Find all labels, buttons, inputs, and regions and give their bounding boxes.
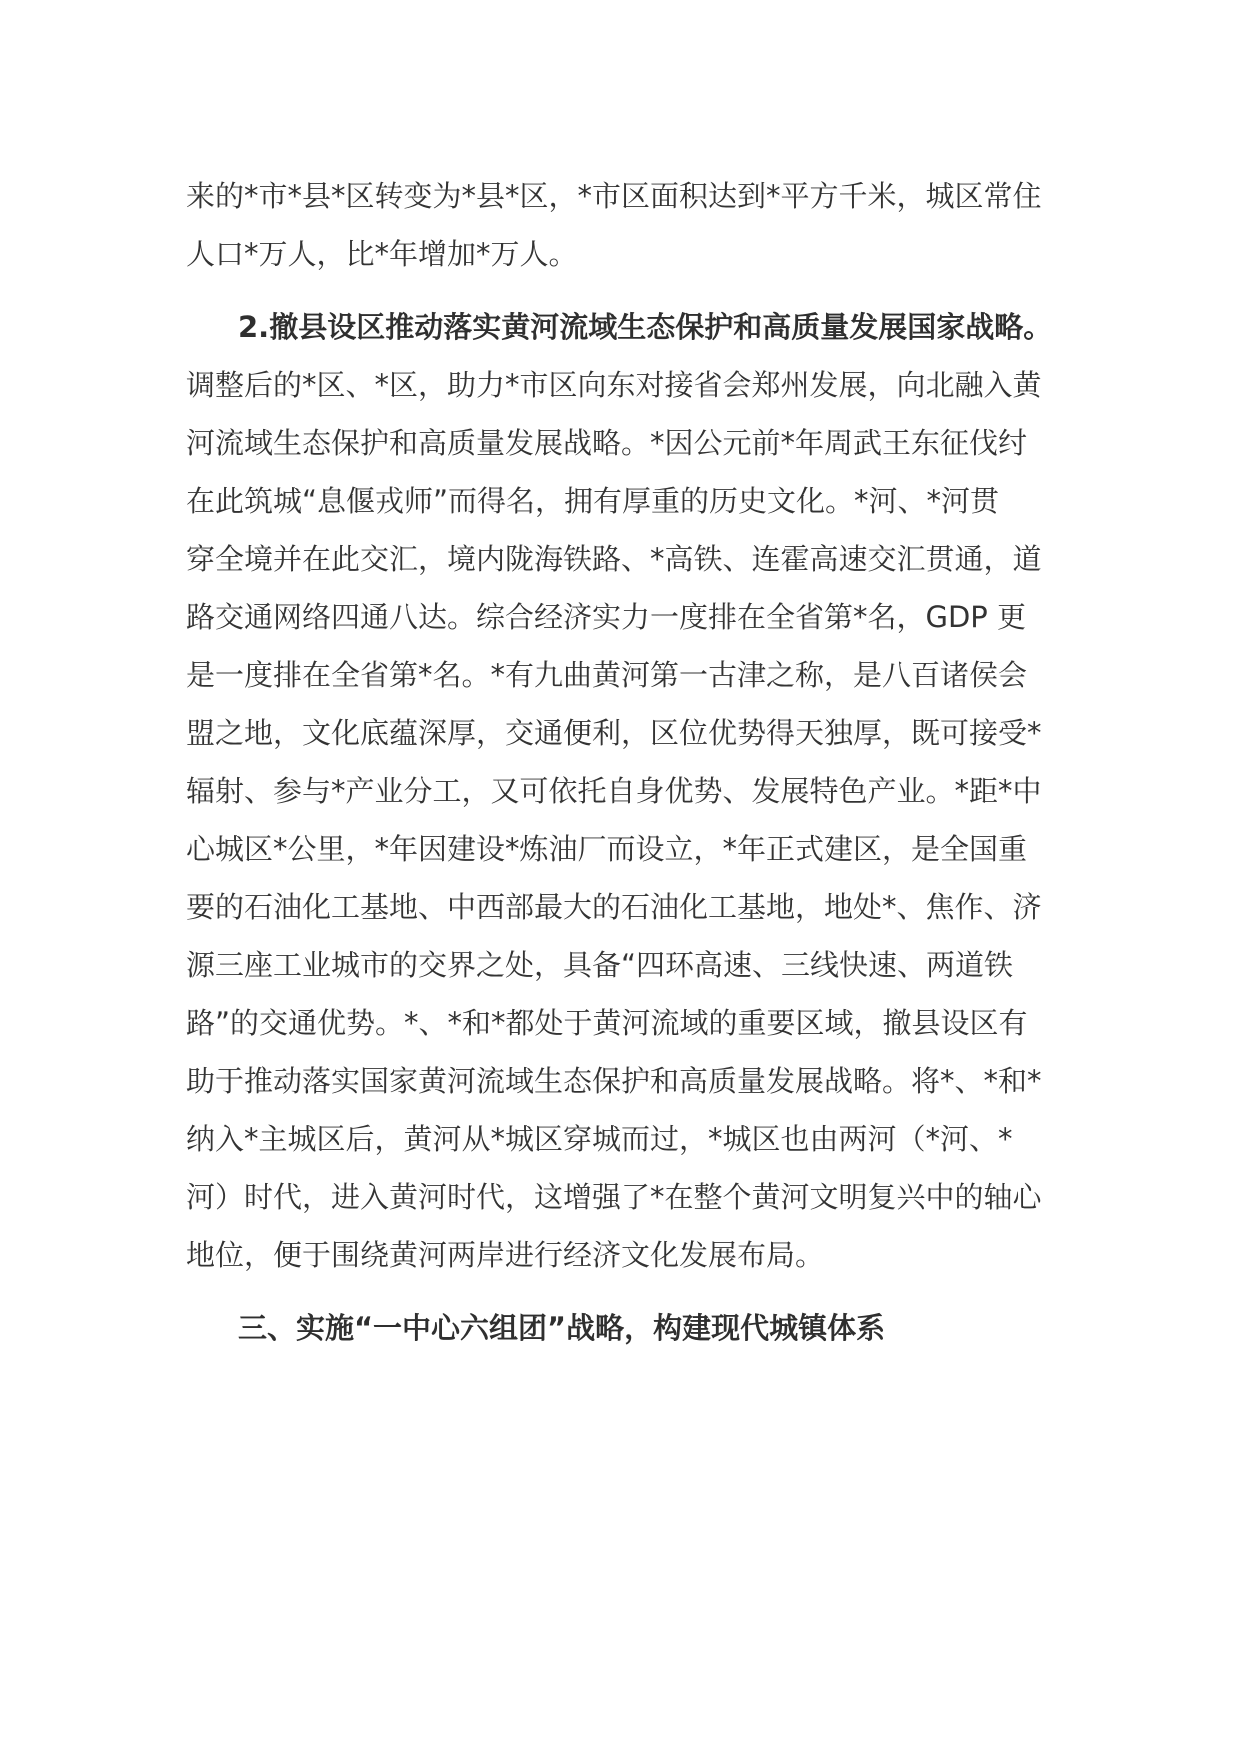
paragraph-line: 要的石油化工基地、中西部最大的石油化工基地，地处*、焦作、济: [186, 890, 1042, 924]
paragraph-line: 源三座工业城市的交界之处，具备“四环高速、三线快速、两道铁: [186, 948, 1014, 982]
paragraph-line: 在此筑城“息偃戎师”而得名，拥有厚重的历史文化。*河、*河贯: [186, 484, 1000, 518]
paragraph-line: 助于推动落实国家黄河流域生态保护和高质量发展战略。将*、*和*: [186, 1064, 1042, 1098]
paragraph-line: 纳入*主城区后，黄河从*城区穿城而过，*城区也由两河（*河、*: [186, 1122, 1013, 1156]
paragraph-line: 路”的交通优势。*、*和*都处于黄河流域的重要区域，撤县设区有: [186, 1006, 1028, 1040]
paragraph-line: 河）时代，进入黄河时代，这增强了*在整个黄河文明复兴中的轴心: [186, 1180, 1042, 1214]
paragraph-line: 心城区*公里，*年因建设*炼油厂而设立，*年正式建区，是全国重: [186, 832, 1028, 866]
paragraph-line: 盟之地，文化底蕴深厚，交通便利，区位优势得天独厚，既可接受*: [186, 716, 1042, 750]
paragraph-line: 辐射、参与*产业分工，又可依托自身优势、发展特色产业。*距*中: [186, 774, 1042, 808]
paragraph-line: 穿全境并在此交汇，境内陇海铁路、*高铁、连霍高速交汇贯通，道: [186, 542, 1042, 576]
paragraph-line: 河流域生态保护和高质量发展战略。*因公元前*年周武王东征伐纣: [186, 426, 1028, 460]
paragraph-line: 是一度排在全省第*名。*有九曲黄河第一古津之称，是八百诸侯会: [186, 658, 1028, 692]
section-heading: 三、实施“一中心六组团”战略，构建现代城镇体系: [238, 1311, 886, 1345]
paragraph-line: 来的*市*县*区转变为*县*区，*市区面积达到*平方千米，城区常住: [186, 179, 1042, 213]
paragraph-line: 调整后的*区、*区，助力*市区向东对接省会郑州发展，向北融入黄: [186, 368, 1042, 402]
section-heading: 2.撤县设区推动落实黄河流域生态保护和高质量发展国家战略。: [238, 310, 1053, 344]
paragraph-line: 地位，便于围绕黄河两岸进行经济文化发展布局。: [186, 1238, 825, 1272]
paragraph-line: 人口*万人，比*年增加*万人。: [186, 237, 578, 271]
paragraph-line: 路交通网络四通八达。综合经济实力一度排在全省第*名，GDP 更: [186, 600, 1027, 634]
